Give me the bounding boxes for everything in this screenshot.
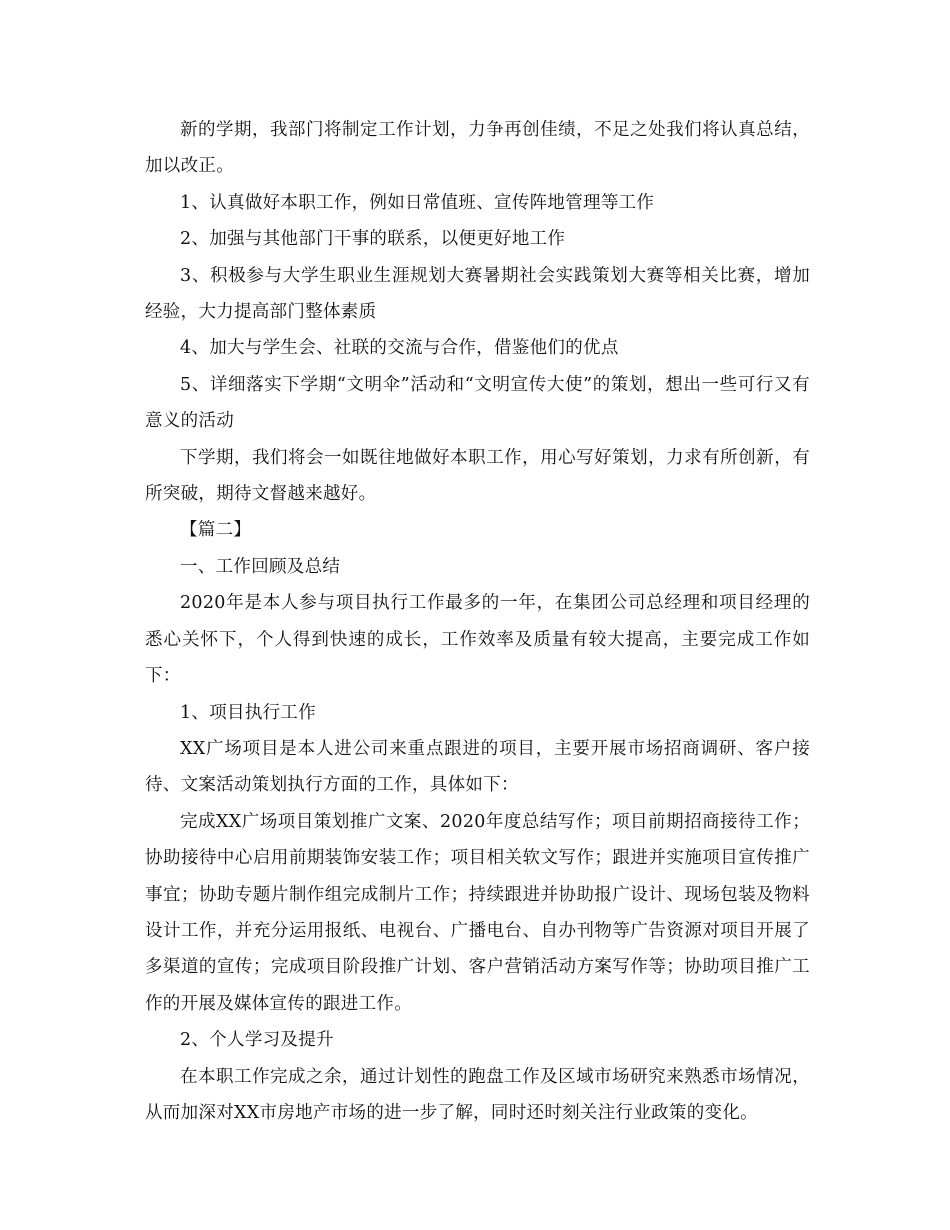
list-item-2: 2、加强与其他部门干事的联系，以便更好地工作 [180,229,566,250]
subsection-heading: 一、工作回顾及总结 [180,556,341,577]
list-item-5: 5、详细落实下学期“文明伞”活动和“文明宣传大使”的策划，想出一些可行又有意义的活动 [145,374,810,432]
section-heading: 【篇二】 [180,520,252,541]
list-item-1: 1、认真做好本职工作，例如日常值班、宣传阵地管理等工作 [180,192,655,213]
paragraph-closing: 下学期，我们将会一如既往地做好本职工作，用心写好策划，力求有所创新，有所突破，期待文督越来越好。 [145,447,810,505]
item-heading-1: 1、项目执行工作 [180,702,317,723]
item-heading-2: 2、个人学习及提升 [180,1030,334,1051]
paragraph-learning: 在本职工作完成之余，通过计划性的跑盘工作及区域市场研究来熟悉市场情况，从而加深对XX市房地产市场的进一步了解，同时还时刻关注行业政策的变化。 [145,1066,810,1123]
list-item-3: 3、积极参与大学生职业生涯规划大赛暑期社会实践策划大赛等相关比赛，增加经验，大力提高部门整体素质 [145,265,810,323]
paragraph-tasks: 完成XX广场项目策划推广文案、2020年度总结写作；项目前期招商接待工作；协助接待中心启用前期装饰安装工作；项目相关软文写作；跟进并实施项目宣传推广事宜；协助专题片制作组完成制片工作；持续跟进并协助报广设计、现场包装及物料设计工作，并充分运用报纸、电视台、广播电台、自办刊物等广告资源对项目开展了多渠道的宣传；完成项目阶段推广计划、客户营销活动方案写作等；协助项目推广工作的开展及媒体宣传的跟进工作。 [145,811,810,1014]
list-item-4: 4、加大与学生会、社联的交流与合作，借鉴他们的优点 [180,338,619,359]
paragraph-intro: 新的学期，我部门将制定工作计划，力争再创佳绩，不足之处我们将认真总结，加以改正。 [145,120,810,177]
document-body [145,112,810,1131]
paragraph-review: 2020年是本人参与项目执行工作最多的一年，在集团公司总经理和项目经理的悉心关怀下，个人得到快速的成长，工作效率及质量有较大提高，主要完成工作如下： [145,593,810,687]
paragraph-project: XX广场项目是本人进公司来重点跟进的项目，主要开展市场招商调研、客户接待、文案活动策划执行方面的工作，具体如下： [145,738,810,796]
